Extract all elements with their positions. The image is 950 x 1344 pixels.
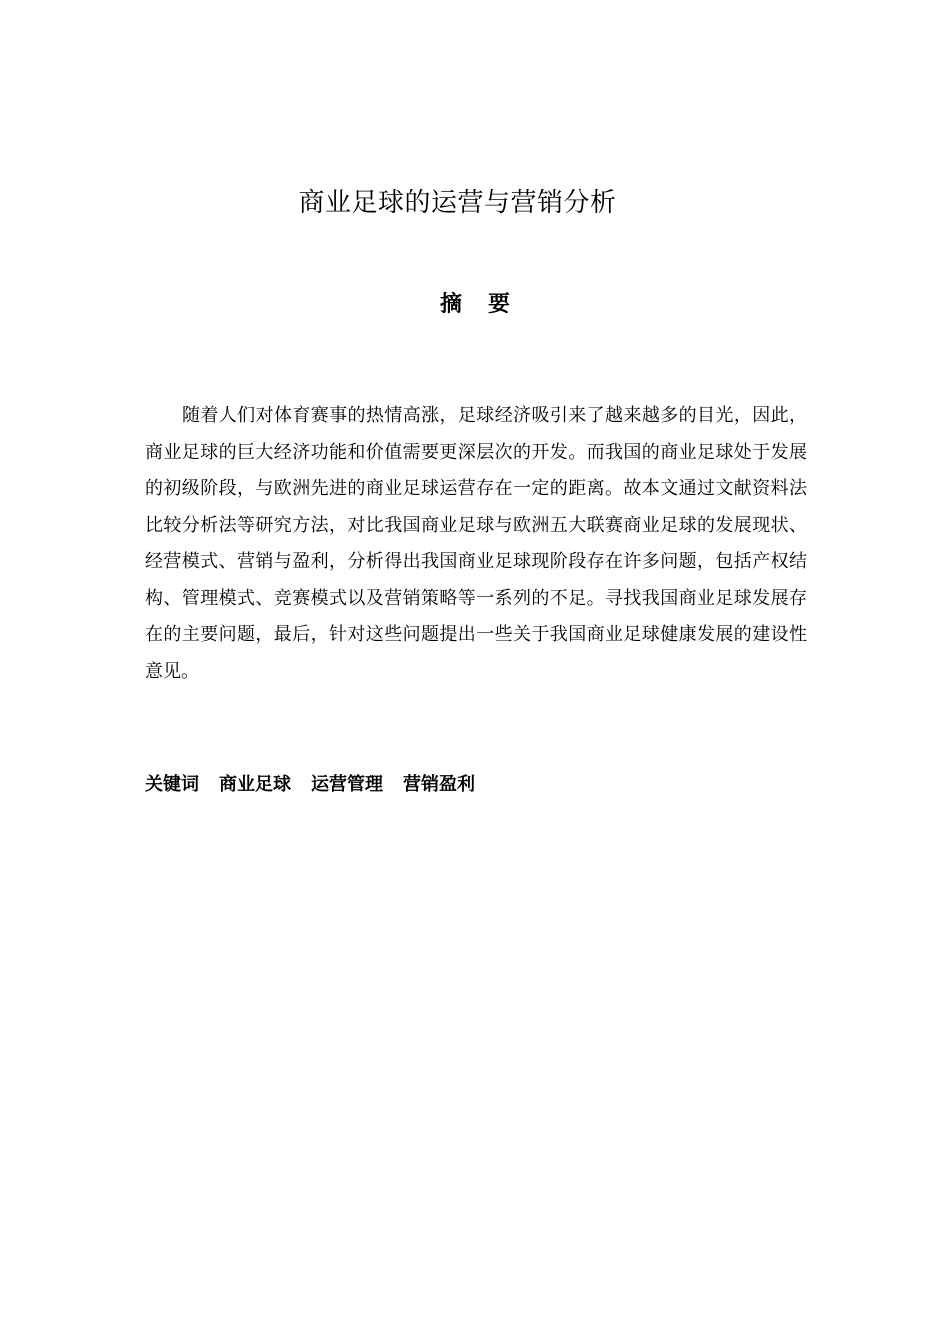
abstract-heading [0,287,950,318]
paper-title: 商业足球的运营与营销分析 [298,188,617,218]
keyword-item: 商业足球 [219,774,291,795]
keyword-item: 运营管理 [311,774,383,795]
keywords-line [145,770,807,800]
abstract-heading-char-1: 摘 [439,292,462,317]
abstract-body: 随着人们对体育赛事的热情高涨，足球经济吸引来了越来越多的目光，因此，商业足球的巨大经济功能和价值需要更深层次的开发。而我国的商业足球处于发展的初级阶段，与欧洲先进的商业足球运营存在一定的距离。故本文通过文献资料法比较分析法等研究方法，对比我国商业足球与欧洲五大联赛商业足球的发展现状、经营模式、营销与盈利，分析得出我国商业足球现阶段存在许多问题，包括产权结构、管理模式、竞赛模式以及营销策略等一系列的不足。寻找我国商业足球发展存在的主要问题，最后，针对这些问题提出一些关于我国商业足球健康发展的建设性意见。 [145,405,807,682]
keywords-label: 关键词 [145,774,199,795]
abstract-heading-char-2: 要 [488,292,511,317]
keyword-item: 营销盈利 [403,774,475,795]
